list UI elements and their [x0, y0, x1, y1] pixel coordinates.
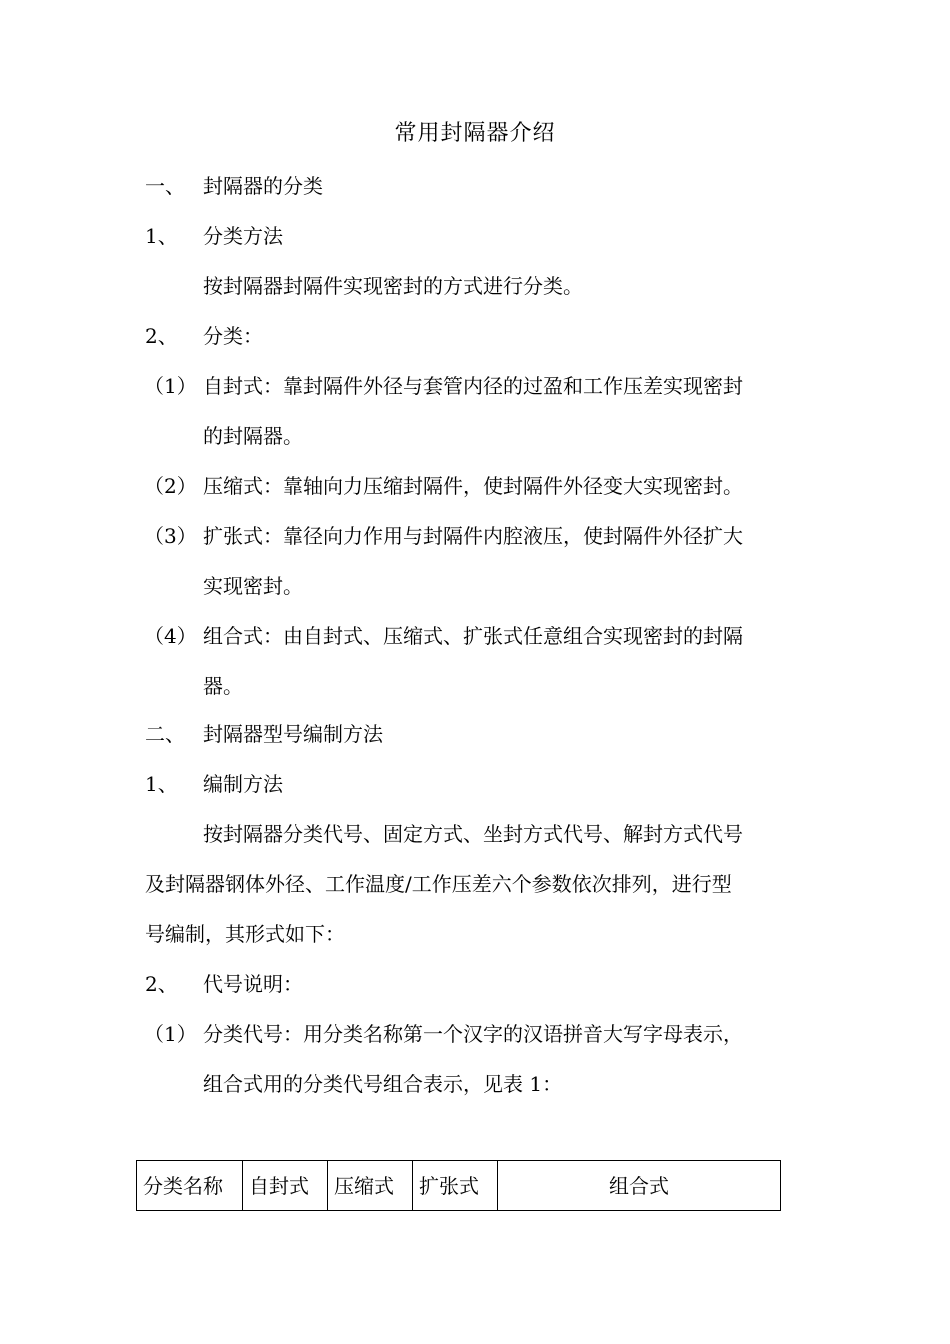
list-item-text: 实现密封。: [203, 574, 303, 598]
list-item-number: （1）: [144, 1022, 197, 1046]
subsection-text: 分类方法: [203, 224, 283, 248]
subsection-text: 编制方法: [203, 772, 283, 796]
list-item-text: 组合式：由自封式、压缩式、扩张式任意组合实现密封的封隔: [203, 624, 743, 648]
heading-text: 封隔器的分类: [203, 174, 323, 198]
table-row: [137, 1161, 781, 1211]
list-item-text: 自封式：靠封隔件外径与套管内径的过盈和工作压差实现密封: [203, 374, 743, 398]
table-cell: 自封式: [243, 1161, 328, 1211]
subsection-number: 1、: [145, 224, 178, 248]
subsection-number: 1、: [145, 772, 178, 796]
subsection-number: 2、: [145, 972, 178, 996]
document-title: 常用封隔器介绍: [394, 121, 556, 146]
table-cell: 组合式: [498, 1161, 781, 1211]
paragraph-text: 按封隔器封隔件实现密封的方式进行分类。: [203, 274, 583, 298]
list-item-text: 压缩式：靠轴向力压缩封隔件，使封隔件外径变大实现密封。: [203, 474, 743, 498]
list-item-text: 的封隔器。: [203, 424, 303, 448]
list-item-number: （1）: [144, 374, 197, 398]
table-cell: 压缩式: [328, 1161, 413, 1211]
paragraph-text: 号编制，其形式如下：: [145, 922, 345, 946]
list-item-number: （3）: [144, 524, 197, 548]
table-cell: 扩张式: [413, 1161, 498, 1211]
subsection-number: 2、: [145, 324, 178, 348]
list-item-number: （2）: [144, 474, 197, 498]
list-item-text: 组合式用的分类代号组合表示，见表 1：: [203, 1072, 563, 1096]
list-item-number: （4）: [144, 624, 197, 648]
list-item-text: 扩张式：靠径向力作用与封隔件内腔液压，使封隔件外径扩大: [203, 524, 743, 548]
list-item-text: 分类代号：用分类名称第一个汉字的汉语拼音大写字母表示，: [203, 1022, 743, 1046]
heading-number: 二、: [145, 722, 185, 746]
heading-number: 一、: [145, 174, 185, 198]
heading-text: 封隔器型号编制方法: [203, 722, 383, 746]
table-cell: 分类名称: [137, 1161, 243, 1211]
list-item-text: 器。: [203, 674, 243, 698]
subsection-text: 分类：: [203, 324, 263, 348]
classification-table: [136, 1160, 781, 1211]
paragraph-text: 按封隔器分类代号、固定方式、坐封方式代号、解封方式代号: [203, 822, 743, 846]
paragraph-text: 及封隔器钢体外径、工作温度/工作压差六个参数依次排列，进行型: [145, 872, 732, 896]
subsection-text: 代号说明：: [203, 972, 303, 996]
